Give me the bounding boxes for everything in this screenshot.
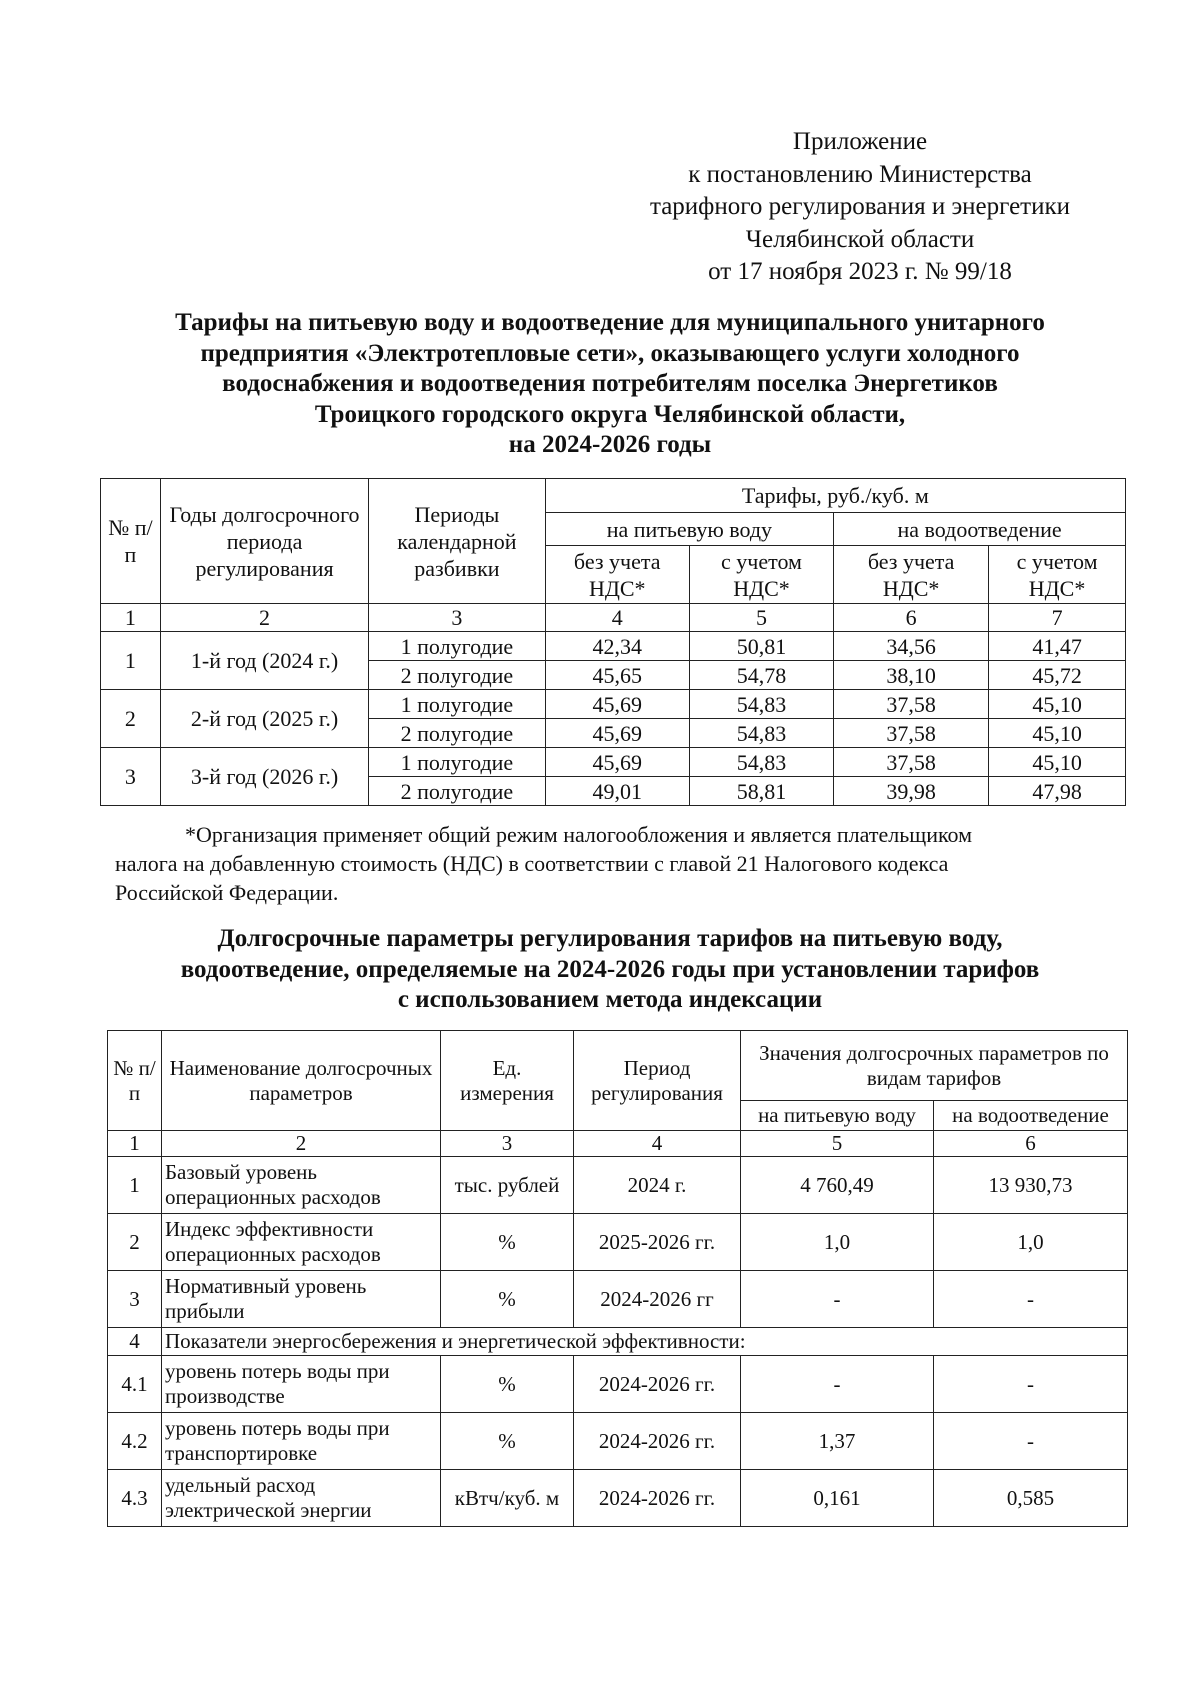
row-num: 4 — [108, 1328, 162, 1356]
row-num: 1 — [108, 1157, 162, 1214]
approval-line: к постановлению Министерства — [688, 160, 1032, 188]
row-drain: 1,0 — [934, 1214, 1128, 1271]
row-water: 0,161 — [741, 1470, 934, 1527]
row-num: 4.3 — [108, 1470, 162, 1527]
water-novat: 45,65 — [545, 661, 689, 690]
header-drain: на водоотведение — [834, 513, 1126, 546]
row-num: 3 — [101, 748, 161, 806]
title-line: Троицкого городского округа Челябинской области, — [314, 400, 906, 428]
title-line: Долгосрочные параметры регулирования тарифов на питьевую воду, — [217, 925, 1003, 952]
drain-vat: 45,10 — [989, 690, 1126, 719]
column-number: 4 — [574, 1131, 741, 1157]
row-period: 1 полугодие — [369, 632, 545, 661]
row-name: Базовый уровень операционных расходов — [162, 1157, 441, 1214]
row-name: Индекс эффективности операционных расходов — [162, 1214, 441, 1271]
drain-novat: 37,58 — [834, 719, 989, 748]
row-name: уровень потерь воды при производстве — [162, 1356, 441, 1413]
water-vat: 54,78 — [689, 661, 833, 690]
table-row — [101, 748, 1126, 777]
row-unit: % — [441, 1214, 574, 1271]
column-number: 3 — [441, 1131, 574, 1157]
header-values: Значения долгосрочных параметров по видам тарифов — [741, 1031, 1128, 1101]
header-drain: на водоотведение — [934, 1101, 1128, 1131]
row-year: 2-й год (2025 г.) — [160, 690, 368, 748]
drain-novat: 38,10 — [834, 661, 989, 690]
row-unit: % — [441, 1356, 574, 1413]
table-row — [101, 632, 1126, 661]
title-line: на 2024-2026 годы — [508, 431, 712, 458]
row-period: 2024-2026 гг — [574, 1271, 741, 1328]
header-tariffs: Тарифы, руб./куб. м — [545, 479, 1125, 513]
row-name: Нормативный уровень прибыли — [162, 1271, 441, 1328]
water-vat: 50,81 — [689, 632, 833, 661]
title-line: водоотведение, определяемые на 2024-2026 годы при установлении тарифов — [180, 955, 1040, 983]
row-num: 3 — [108, 1271, 162, 1328]
table-row — [108, 1328, 1128, 1356]
row-water: - — [741, 1356, 934, 1413]
row-period: 1 полугодие — [369, 690, 545, 719]
row-water: - — [741, 1271, 934, 1328]
approval-line: Приложение — [792, 128, 928, 155]
row-period: 2025-2026 гг. — [574, 1214, 741, 1271]
title-line: с использованием метода индексации — [397, 986, 823, 1013]
row-period: 2024 г. — [574, 1157, 741, 1214]
approval-block — [600, 126, 1120, 289]
header-water: на питьевую воду — [545, 513, 834, 546]
header-water: на питьевую воду — [741, 1101, 934, 1131]
header-drain-novat: без учета НДС* — [834, 546, 989, 604]
row-num: 4.1 — [108, 1356, 162, 1413]
water-novat: 42,34 — [545, 632, 689, 661]
row-period: 2 полугодие — [369, 777, 545, 806]
drain-novat: 37,58 — [834, 748, 989, 777]
header-water-vat: с учетом НДС* — [689, 546, 833, 604]
drain-vat: 45,10 — [989, 748, 1126, 777]
drain-novat: 37,58 — [834, 690, 989, 719]
footnote-line: *Организация применяет общий режим налогообложения и является плательщиком — [185, 822, 973, 847]
column-number: 3 — [369, 604, 545, 632]
header-num: № п/п — [101, 479, 161, 604]
column-number: 2 — [162, 1131, 441, 1157]
row-year: 1-й год (2024 г.) — [160, 632, 368, 690]
drain-vat: 41,47 — [989, 632, 1126, 661]
drain-vat: 45,10 — [989, 719, 1126, 748]
column-number: 7 — [989, 604, 1126, 632]
row-period: 2 полугодие — [369, 719, 545, 748]
row-drain: - — [934, 1356, 1128, 1413]
row-water: 4 760,49 — [741, 1157, 934, 1214]
column-number: 1 — [101, 604, 161, 632]
row-drain: - — [934, 1271, 1128, 1328]
row-drain: 0,585 — [934, 1470, 1128, 1527]
footnote-line: Российской Федерации. — [115, 880, 339, 905]
column-number: 1 — [108, 1131, 162, 1157]
row-unit: % — [441, 1413, 574, 1470]
row-drain: 13 930,73 — [934, 1157, 1128, 1214]
drain-novat: 34,56 — [834, 632, 989, 661]
water-novat: 45,69 — [545, 748, 689, 777]
drain-vat: 47,98 — [989, 777, 1126, 806]
row-water: 1,37 — [741, 1413, 934, 1470]
column-number: 6 — [834, 604, 989, 632]
column-number: 4 — [545, 604, 689, 632]
parameters-table — [107, 1030, 1128, 1527]
row-period: 2 полугодие — [369, 661, 545, 690]
column-number: 5 — [741, 1131, 934, 1157]
header-num: № п/п — [108, 1031, 162, 1131]
tariffs-title — [95, 308, 1125, 461]
water-vat: 54,83 — [689, 748, 833, 777]
water-vat: 58,81 — [689, 777, 833, 806]
water-novat: 45,69 — [545, 690, 689, 719]
drain-vat: 45,72 — [989, 661, 1126, 690]
row-year: 3-й год (2026 г.) — [160, 748, 368, 806]
row-section-name: Показатели энергосбережения и энергетической эффективности: — [162, 1328, 1128, 1356]
row-unit: % — [441, 1271, 574, 1328]
row-num: 2 — [108, 1214, 162, 1271]
table-row — [108, 1271, 1128, 1328]
row-unit: тыс. рублей — [441, 1157, 574, 1214]
row-num: 2 — [101, 690, 161, 748]
column-number: 6 — [934, 1131, 1128, 1157]
row-period: 1 полугодие — [369, 748, 545, 777]
header-periods: Периоды календарной разбивки — [369, 479, 545, 604]
row-num: 4.2 — [108, 1413, 162, 1470]
water-vat: 54,83 — [689, 719, 833, 748]
vat-footnote — [115, 820, 1125, 907]
approval-line: Челябинской области — [745, 225, 975, 253]
title-line: водоснабжения и водоотведения потребителям поселка Энергетиков — [222, 370, 998, 397]
header-name: Наименование долгосрочных параметров — [162, 1031, 441, 1131]
approval-line: тарифного регулирования и энергетики — [649, 193, 1071, 220]
tariffs-table — [100, 478, 1126, 806]
footnote-line: налога на добавленную стоимость (НДС) в соответствии с главой 21 Налогового кодекса — [115, 851, 949, 876]
table-row — [108, 1413, 1128, 1470]
row-period: 2024-2026 гг. — [574, 1470, 741, 1527]
header-water-novat: без учета НДС* — [545, 546, 689, 604]
water-novat: 49,01 — [545, 777, 689, 806]
table-row — [108, 1214, 1128, 1271]
table-row — [108, 1470, 1128, 1527]
table-row — [108, 1356, 1128, 1413]
drain-novat: 39,98 — [834, 777, 989, 806]
water-vat: 54,83 — [689, 690, 833, 719]
column-number: 5 — [689, 604, 833, 632]
title-line: Тарифы на питьевую воду и водоотведение для муниципального унитарного — [175, 309, 1045, 336]
row-name: уровень потерь воды при транспортировке — [162, 1413, 441, 1470]
approval-line: от 17 ноября 2023 г. № 99/18 — [708, 258, 1012, 285]
header-unit: Ед. измерения — [441, 1031, 574, 1131]
row-drain: - — [934, 1413, 1128, 1470]
row-water: 1,0 — [741, 1214, 934, 1271]
water-novat: 45,69 — [545, 719, 689, 748]
header-years: Годы долгосрочного периода регулирования — [160, 479, 368, 604]
header-drain-vat: с учетом НДС* — [989, 546, 1126, 604]
parameters-title — [95, 924, 1125, 1016]
table-row — [101, 690, 1126, 719]
title-line: предприятия «Электротепловые сети», оказывающего услуги холодного — [200, 339, 1020, 367]
column-number: 2 — [160, 604, 368, 632]
row-unit: кВтч/куб. м — [441, 1470, 574, 1527]
header-period: Период регулирования — [574, 1031, 741, 1131]
row-period: 2024-2026 гг. — [574, 1413, 741, 1470]
row-num: 1 — [101, 632, 161, 690]
row-period: 2024-2026 гг. — [574, 1356, 741, 1413]
row-name: удельный расход электрической энергии — [162, 1470, 441, 1527]
table-row — [108, 1157, 1128, 1214]
